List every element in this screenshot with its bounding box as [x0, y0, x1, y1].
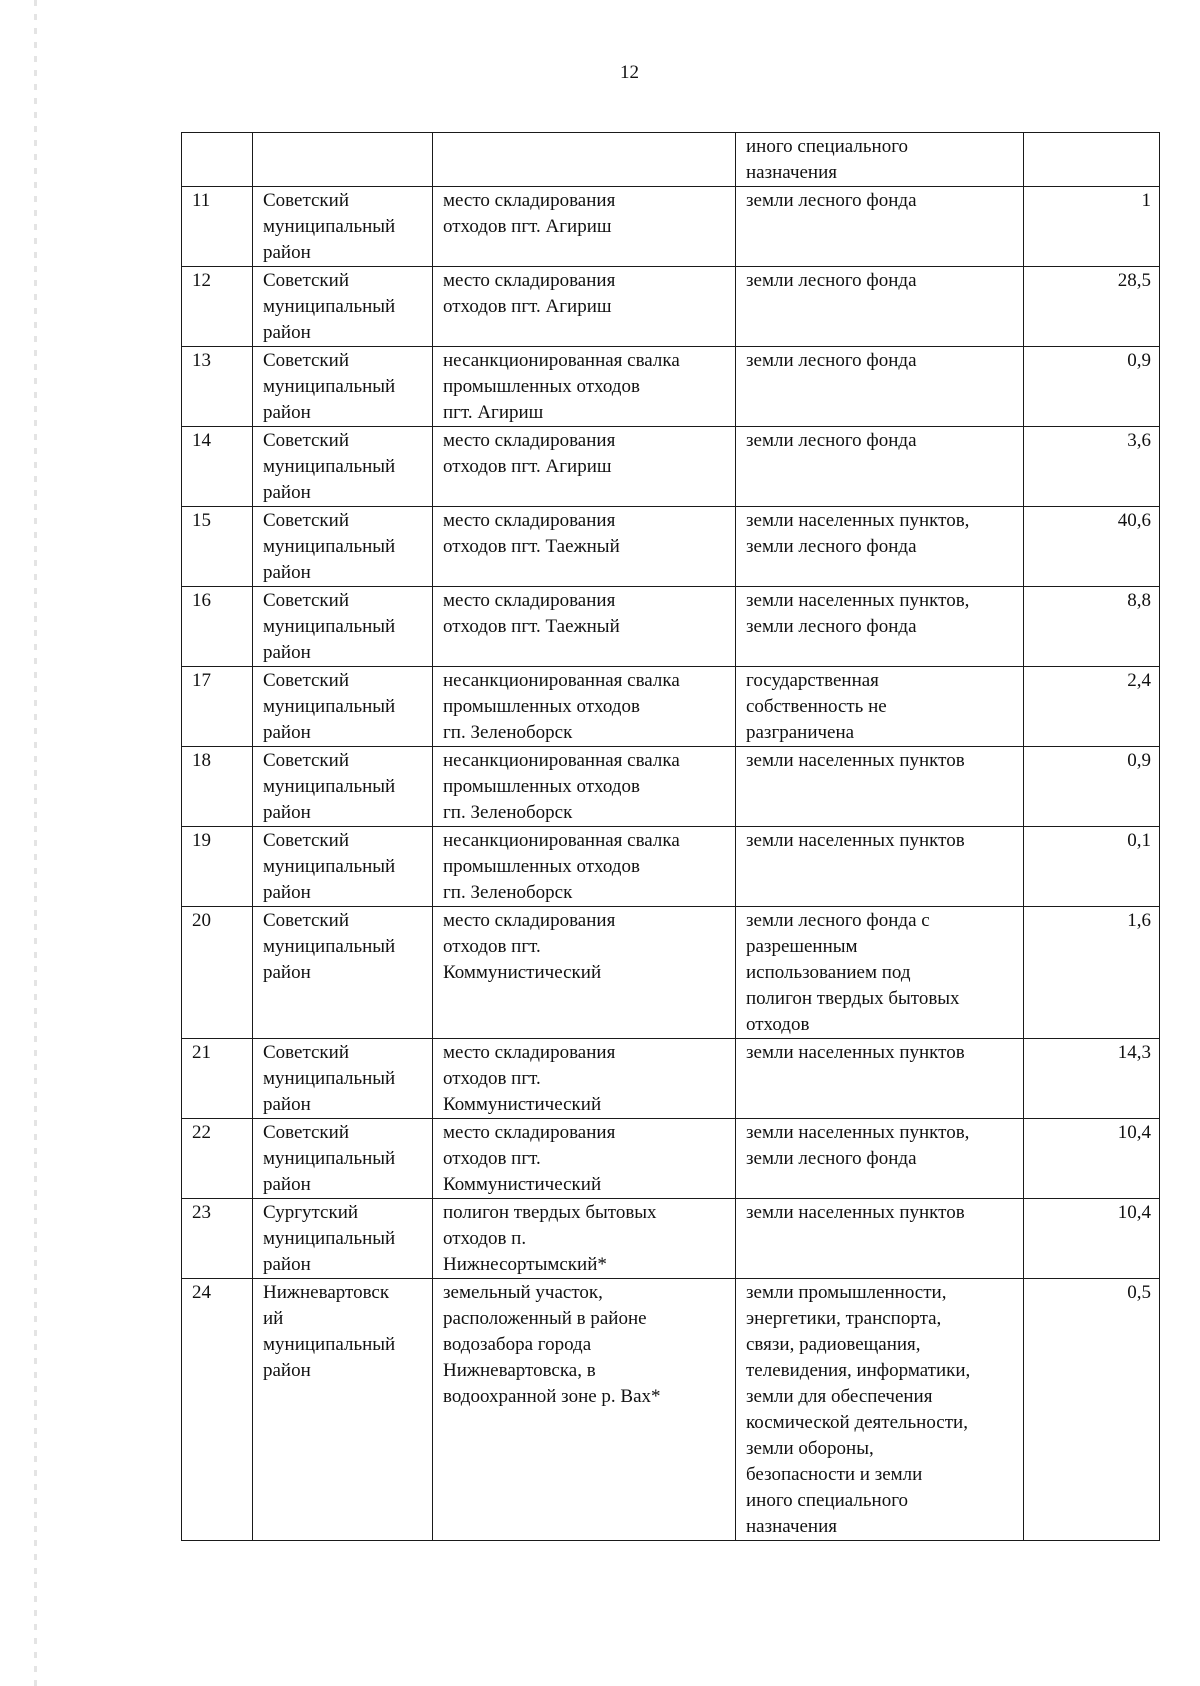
object-cell — [433, 587, 736, 667]
row-number-cell — [182, 347, 253, 427]
land-category-cell-line: земли промышленности, — [746, 1282, 947, 1303]
district-cell-line: район — [263, 322, 311, 343]
row-number-cell — [182, 187, 253, 267]
table-row — [182, 1279, 1160, 1541]
row-number-cell-text: 16 — [192, 590, 211, 611]
object-cell-line: отходов пгт. — [443, 1068, 541, 1089]
area-cell — [1024, 1279, 1160, 1541]
object-cell-line: Нижнесортымский* — [443, 1254, 607, 1275]
district-cell-line: муниципальный — [263, 936, 396, 957]
table-row — [182, 1039, 1160, 1119]
district-cell-line: район — [263, 882, 311, 903]
land-category-cell-line: иного специального — [746, 1490, 909, 1511]
land-category-cell-line: земли населенных пунктов — [746, 830, 965, 851]
district-cell — [253, 347, 433, 427]
district-cell-line: муниципальный — [263, 296, 396, 317]
land-category-cell — [736, 747, 1024, 827]
district-cell-line: район — [263, 1254, 311, 1275]
object-cell-line: место складирования — [443, 1122, 616, 1143]
district-cell-line: муниципальный — [263, 456, 396, 477]
district-cell — [253, 187, 433, 267]
object-cell — [433, 827, 736, 907]
district-cell-line: ий — [263, 1308, 284, 1329]
land-category-cell-line: космической деятельности, — [746, 1412, 968, 1433]
district-cell — [253, 827, 433, 907]
district-cell-line: муниципальный — [263, 776, 396, 797]
object-cell-line: гп. Зеленоборск — [443, 722, 573, 743]
district-cell-line: район — [263, 802, 311, 823]
land-category-cell-line: разрешенным — [746, 936, 858, 957]
district-cell-line: Сургутский — [263, 1202, 359, 1223]
area-cell-text: 8,8 — [1127, 590, 1151, 611]
district-cell-line: район — [263, 242, 311, 263]
land-category-cell-line: земли лесного фонда — [746, 270, 917, 291]
land-category-cell-line: земли лесного фонда — [746, 536, 917, 557]
area-cell — [1024, 507, 1160, 587]
land-category-cell-line: земли лесного фонда — [746, 190, 917, 211]
land-category-cell — [736, 347, 1024, 427]
district-cell — [253, 1279, 433, 1541]
object-cell-line: несанкционированная свалка — [443, 830, 680, 851]
object-cell-line: водозабора города — [443, 1334, 592, 1355]
row-number-cell-text: 13 — [192, 350, 211, 371]
land-category-cell-line: земли населенных пунктов — [746, 1202, 965, 1223]
area-cell — [1024, 1039, 1160, 1119]
object-cell — [433, 907, 736, 1039]
object-cell — [433, 1279, 736, 1541]
area-cell-text: 40,6 — [1117, 510, 1151, 531]
row-number-cell — [182, 827, 253, 907]
land-category-cell-line: назначения — [746, 162, 838, 183]
object-cell-line: место складирования — [443, 1042, 616, 1063]
row-number-cell-text: 20 — [192, 910, 211, 931]
land-category-cell-line: отходов — [746, 1014, 810, 1035]
object-cell-line: отходов пгт. Агириш — [443, 216, 612, 237]
area-cell-text: 10,4 — [1117, 1202, 1151, 1223]
area-cell-text: 1,6 — [1127, 910, 1151, 931]
table-row — [182, 907, 1160, 1039]
row-number-cell — [182, 133, 253, 187]
land-category-cell-line: собственность не — [746, 696, 887, 717]
object-cell-line: водоохранной зоне р. Вах* — [443, 1386, 661, 1407]
area-cell — [1024, 427, 1160, 507]
district-cell-line: Советский — [263, 1122, 350, 1143]
object-cell-line: гп. Зеленоборск — [443, 802, 573, 823]
district-cell-line: район — [263, 962, 311, 983]
district-cell-line: район — [263, 1174, 311, 1195]
district-cell — [253, 747, 433, 827]
land-category-cell — [736, 587, 1024, 667]
table-row — [182, 267, 1160, 347]
area-cell-text: 0,1 — [1127, 830, 1151, 851]
object-cell-line: Коммунистический — [443, 1174, 602, 1195]
object-cell — [433, 1119, 736, 1199]
land-category-cell — [736, 667, 1024, 747]
row-number-cell-text: 19 — [192, 830, 211, 851]
area-cell — [1024, 133, 1160, 187]
land-category-cell — [736, 1199, 1024, 1279]
scan-edge-artifact — [34, 0, 37, 1686]
district-cell-line: муниципальный — [263, 536, 396, 557]
land-category-cell-line: земли населенных пунктов, — [746, 590, 970, 611]
object-cell-line: место складирования — [443, 590, 616, 611]
district-cell-line: район — [263, 562, 311, 583]
district-cell-line: муниципальный — [263, 856, 396, 877]
district-cell — [253, 133, 433, 187]
table-row — [182, 507, 1160, 587]
object-cell-line: отходов пгт. Таежный — [443, 616, 620, 637]
object-cell — [433, 187, 736, 267]
land-category-cell-line: земли лесного фонда — [746, 350, 917, 371]
area-cell — [1024, 667, 1160, 747]
object-cell — [433, 347, 736, 427]
table-row — [182, 427, 1160, 507]
area-cell — [1024, 827, 1160, 907]
land-category-cell-line: энергетики, транспорта, — [746, 1308, 942, 1329]
area-cell-text: 0,9 — [1127, 350, 1151, 371]
object-cell-line: несанкционированная свалка — [443, 670, 680, 691]
area-cell-text: 1 — [1141, 190, 1151, 211]
object-cell-line: промышленных отходов — [443, 376, 640, 397]
land-category-cell-line: земли населенных пунктов, — [746, 510, 970, 531]
area-cell-text: 28,5 — [1117, 270, 1151, 291]
district-cell-line: Советский — [263, 190, 350, 211]
object-cell-line: место складирования — [443, 190, 616, 211]
object-cell-line: расположенный в районе — [443, 1308, 647, 1329]
land-plots-table — [181, 132, 1160, 1541]
row-number-cell — [182, 267, 253, 347]
area-cell-text: 0,9 — [1127, 750, 1151, 771]
object-cell — [433, 667, 736, 747]
object-cell-line: Коммунистический — [443, 962, 602, 983]
table-row — [182, 347, 1160, 427]
land-category-cell — [736, 187, 1024, 267]
area-cell — [1024, 267, 1160, 347]
area-cell — [1024, 587, 1160, 667]
land-category-cell-line: связи, радиовещания, — [746, 1334, 921, 1355]
land-category-cell-line: телевидения, информатики, — [746, 1360, 971, 1381]
row-number-cell — [182, 747, 253, 827]
object-cell-line: место складирования — [443, 270, 616, 291]
land-category-cell-line: полигон твердых бытовых — [746, 988, 960, 1009]
district-cell-line: Советский — [263, 590, 350, 611]
district-cell — [253, 1039, 433, 1119]
land-category-cell — [736, 1279, 1024, 1541]
district-cell-line: Советский — [263, 750, 350, 771]
object-cell-line: Нижневартовска, в — [443, 1360, 596, 1381]
object-cell-line: промышленных отходов — [443, 696, 640, 717]
object-cell-line: место складирования — [443, 430, 616, 451]
page-number: 12 — [620, 62, 639, 83]
district-cell-line: муниципальный — [263, 696, 396, 717]
table-row — [182, 133, 1160, 187]
land-category-cell — [736, 1039, 1024, 1119]
area-cell-text: 10,4 — [1117, 1122, 1151, 1143]
area-cell — [1024, 907, 1160, 1039]
land-category-cell-line: земли лесного фонда — [746, 430, 917, 451]
land-category-cell-line: государственная — [746, 670, 879, 691]
district-cell — [253, 267, 433, 347]
object-cell — [433, 267, 736, 347]
object-cell — [433, 1039, 736, 1119]
table-row — [182, 187, 1160, 267]
land-category-cell-line: земли лесного фонда — [746, 616, 917, 637]
object-cell-line: отходов п. — [443, 1228, 527, 1249]
row-number-cell-text: 18 — [192, 750, 211, 771]
land-category-cell-line: земли для обеспечения — [746, 1386, 933, 1407]
row-number-cell — [182, 1199, 253, 1279]
land-category-cell — [736, 1119, 1024, 1199]
district-cell-line: муниципальный — [263, 1228, 396, 1249]
table-row — [182, 587, 1160, 667]
area-cell-text: 0,5 — [1127, 1282, 1151, 1303]
district-cell-line: район — [263, 482, 311, 503]
area-cell — [1024, 347, 1160, 427]
district-cell-line: муниципальный — [263, 1148, 396, 1169]
area-cell — [1024, 187, 1160, 267]
row-number-cell-text: 11 — [192, 190, 211, 211]
object-cell — [433, 427, 736, 507]
object-cell-line: место складирования — [443, 910, 616, 931]
land-category-cell-line: использованием под — [746, 962, 911, 983]
land-category-cell-line: земли обороны, — [746, 1438, 874, 1459]
district-cell-line: район — [263, 1360, 311, 1381]
object-cell-line: отходов пгт. — [443, 936, 541, 957]
row-number-cell — [182, 1039, 253, 1119]
table-row — [182, 667, 1160, 747]
district-cell-line: муниципальный — [263, 1334, 396, 1355]
row-number-cell-text: 23 — [192, 1202, 211, 1223]
object-cell — [433, 1199, 736, 1279]
object-cell-line: промышленных отходов — [443, 856, 640, 877]
district-cell-line: Советский — [263, 510, 350, 531]
object-cell-line: земельный участок, — [443, 1282, 603, 1303]
row-number-cell-text: 21 — [192, 1042, 211, 1063]
table-row — [182, 1119, 1160, 1199]
land-category-cell-line: земли лесного фонда с — [746, 910, 930, 931]
land-category-cell-line: назначения — [746, 1516, 838, 1537]
land-category-cell-line: земли населенных пунктов, — [746, 1122, 970, 1143]
district-cell — [253, 587, 433, 667]
row-number-cell — [182, 1119, 253, 1199]
land-category-cell-line: разграничена — [746, 722, 855, 743]
row-number-cell-text: 24 — [192, 1282, 211, 1303]
land-category-cell-line: безопасности и земли — [746, 1464, 923, 1485]
district-cell — [253, 1199, 433, 1279]
row-number-cell — [182, 907, 253, 1039]
row-number-cell — [182, 1279, 253, 1541]
district-cell-line: Советский — [263, 670, 350, 691]
row-number-cell — [182, 587, 253, 667]
object-cell-line: отходов пгт. Агириш — [443, 296, 612, 317]
object-cell-line: гп. Зеленоборск — [443, 882, 573, 903]
district-cell-line: район — [263, 402, 311, 423]
district-cell-line: район — [263, 1094, 311, 1115]
land-category-cell-line: земли лесного фонда — [746, 1148, 917, 1169]
table-row — [182, 827, 1160, 907]
object-cell-line: промышленных отходов — [443, 776, 640, 797]
object-cell-line: Коммунистический — [443, 1094, 602, 1115]
district-cell-line: район — [263, 642, 311, 663]
area-cell — [1024, 747, 1160, 827]
district-cell-line: район — [263, 722, 311, 743]
district-cell — [253, 427, 433, 507]
row-number-cell-text: 15 — [192, 510, 211, 531]
object-cell-line: пгт. Агириш — [443, 402, 544, 423]
land-category-cell — [736, 827, 1024, 907]
district-cell-line: муниципальный — [263, 1068, 396, 1089]
district-cell-line: Советский — [263, 270, 350, 291]
land-category-cell — [736, 133, 1024, 187]
table-row — [182, 1199, 1160, 1279]
land-category-cell — [736, 507, 1024, 587]
land-category-cell — [736, 267, 1024, 347]
object-cell-line: отходов пгт. Таежный — [443, 536, 620, 557]
land-category-cell — [736, 427, 1024, 507]
district-cell-line: муниципальный — [263, 216, 396, 237]
row-number-cell — [182, 667, 253, 747]
district-cell-line: Советский — [263, 1042, 350, 1063]
district-cell-line: Советский — [263, 910, 350, 931]
row-number-cell — [182, 427, 253, 507]
object-cell-line: место складирования — [443, 510, 616, 531]
land-category-cell — [736, 907, 1024, 1039]
object-cell-line: полигон твердых бытовых — [443, 1202, 657, 1223]
object-cell — [433, 747, 736, 827]
land-category-cell-line: земли населенных пунктов — [746, 1042, 965, 1063]
area-cell — [1024, 1199, 1160, 1279]
district-cell — [253, 507, 433, 587]
object-cell-line: отходов пгт. Агириш — [443, 456, 612, 477]
area-cell-text: 3,6 — [1127, 430, 1151, 451]
district-cell — [253, 667, 433, 747]
object-cell — [433, 507, 736, 587]
object-cell — [433, 133, 736, 187]
area-cell — [1024, 1119, 1160, 1199]
district-cell-line: муниципальный — [263, 616, 396, 637]
row-number-cell — [182, 507, 253, 587]
row-number-cell-text: 12 — [192, 270, 211, 291]
object-cell-line: отходов пгт. — [443, 1148, 541, 1169]
table-body — [182, 133, 1160, 1541]
object-cell-line: несанкционированная свалка — [443, 750, 680, 771]
object-cell-line: несанкционированная свалка — [443, 350, 680, 371]
land-category-cell-line: иного специального — [746, 136, 909, 157]
row-number-cell-text: 17 — [192, 670, 211, 691]
land-category-cell-line: земли населенных пунктов — [746, 750, 965, 771]
row-number-cell-text: 22 — [192, 1122, 211, 1143]
district-cell — [253, 1119, 433, 1199]
district-cell-line: Нижневартовск — [263, 1282, 390, 1303]
district-cell-line: Советский — [263, 350, 350, 371]
district-cell-line: муниципальный — [263, 376, 396, 397]
row-number-cell-text: 14 — [192, 430, 211, 451]
district-cell-line: Советский — [263, 830, 350, 851]
area-cell-text: 2,4 — [1127, 670, 1151, 691]
district-cell-line: Советский — [263, 430, 350, 451]
area-cell-text: 14,3 — [1117, 1042, 1151, 1063]
table-row — [182, 747, 1160, 827]
district-cell — [253, 907, 433, 1039]
